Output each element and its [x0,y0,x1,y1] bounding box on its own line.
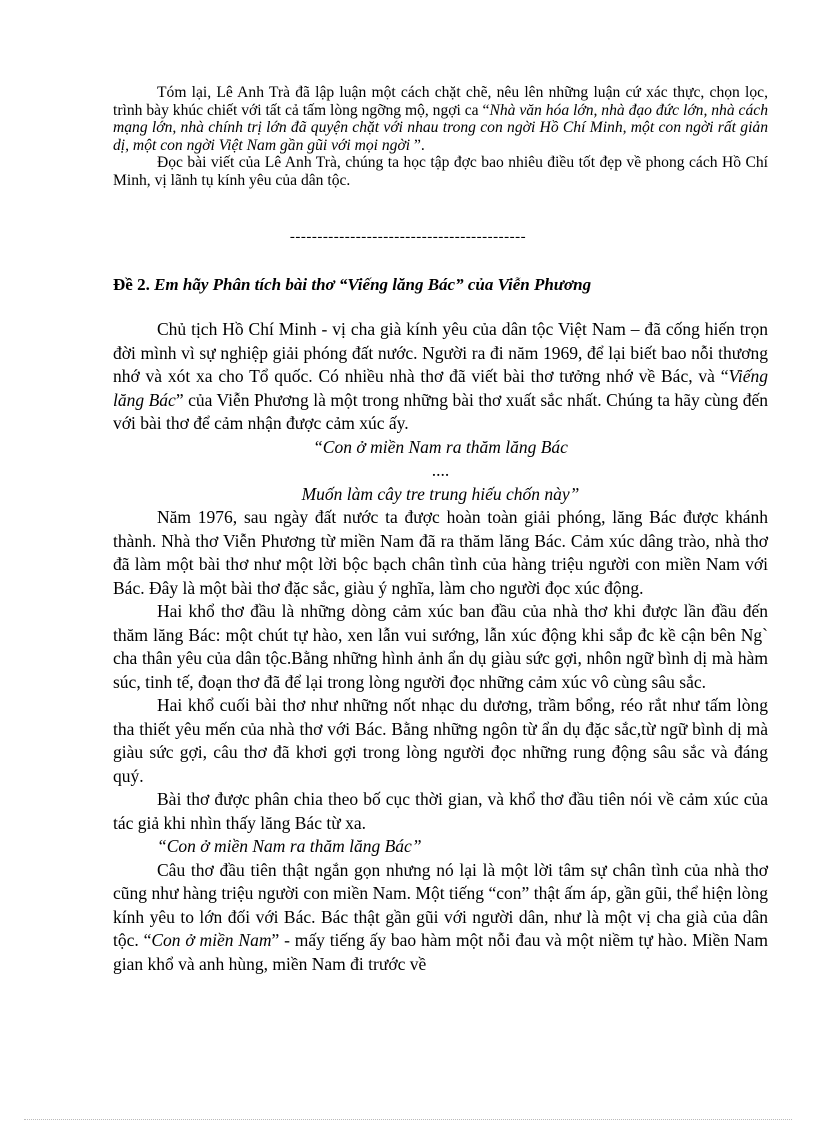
body-paragraph-3: Hai khổ thơ đầu là những dòng cảm xúc ban đầu của nhà thơ khi được lần đầu đến thăm lăng Bác: một chút tự hào, xen lẫn vui sướng, lẫn xúc động khi sắp đc kề cận bên Ng` cha thân yêu của dân tộc.Bằng những hình ảnh ẩn dụ giàu sức gợi, nhôn ngữ bình dị mà hàm súc, tinh tế, đoạn thơ đã để lại trong lòng người đọc những cảm xúc vô cùng sâu sắc. [113,601,768,692]
intro-paragraph-1: Tóm lại, Lê Anh Trà đã lập luận một cách chặt chẽ, nêu lên những luận cứ xác thực, chọn lọc, trình bày khúc chiết với tất cả tấm lòng ngỡng mộ, ngợi ca “Nhà văn hóa lớn, nhà đạo đức lớn, nhà cách mạng lớn, nhà chính trị lớn đã quyện chặt với nhau trong con ngời Hồ Chí Minh, một con ngời rất giản dị, một con ngời Việt Nam gần gũi với mọi ngời ”. [113,84,768,154]
heading-title: Em hãy Phân tích bài thơ “Viếng lăng Bác” của Viễn Phương [149,275,592,294]
section-heading [113,273,768,297]
body-paragraph-5: Bài thơ được phân chia theo bố cục thời gian, và khổ thơ đầu tiên nói về cảm xúc của tác giả khi nhìn thấy lăng Bác từ xa. [113,789,768,833]
essay-body [113,318,768,976]
page-bottom-border [24,1119,792,1120]
body-paragraph-6: Câu thơ đầu tiên thật ngắn gọn nhưng nó lại là một lời tâm sự chân tình của nhà thơ cũng như hàng triệu người con miền Nam. Một tiếng “con” thật ấm áp, gần gũi, thể hiện lòng kính yêu to lớn đối với Bác. Bác thật gần gũi với người dân, như là một vị cha già của dân tộc. “Con ở miền Nam” - mấy tiếng ấy bao hàm một nỗi đau và một niềm tự hào. Miền Nam gian khổ và anh hùng, miền Nam đi trước về [113,859,768,974]
poem-line-1: “Con ở miền Nam ra thăm lăng Bác [313,436,568,457]
body-paragraph-4: Hai khổ cuối bài thơ như những nốt nhạc du dương, trầm bổng, réo rắt như tấm lòng tha thiết yêu mến của nhà thơ với Bác. Bằng những ngôn từ ẩn dụ đặc sắc,từ ngữ bình dị mà giàu sức gợi, câu thơ đã khơi gợi trong lòng người đọc những rung động sâu sắc và đáng quý. [113,695,768,786]
poem-ellipsis: .... [431,460,450,480]
heading-number: Đề 2. [113,275,150,294]
section-separator: ------------------------------------------- [289,229,527,245]
intro-paragraph-2: Đọc bài viết của Lê Anh Trà, chúng ta học tập đợc bao nhiêu điều tốt đẹp về phong cách Hồ Chí Minh, vị lãnh tụ kính yêu của dân tộc. [113,154,768,189]
intro-section [113,84,768,190]
poem-line-2: Muốn làm cây tre trung hiếu chốn này” [301,483,580,504]
body-paragraph-2: Năm 1976, sau ngày đất nước ta được hoàn toàn giải phóng, lăng Bác được khánh thành. Nhà thơ Viễn Phương từ miền Nam đã ra thăm lăng Bác. Cảm xúc dâng trào, nhà thơ đã làm một bài thơ như một lời bộc bạch chân tình của hàng triệu người con miền Nam với Bác. Đây là một bài thơ đặc sắc, giàu ý nghĩa, làm cho người đọc xúc động. [113,507,768,598]
quote-line: “Con ở miền Nam ra thăm lăng Bác” [157,836,422,856]
body-paragraph-1: Chủ tịch Hồ Chí Minh - vị cha già kính yêu của dân tộc Việt Nam – đã cống hiến trọn đời mình vì sự nghiệp giải phóng đất nước. Người ra đi năm 1969, để lại biết bao nỗi thương nhớ và xót xa cho Tổ quốc. Có nhiều nhà thơ đã viết bài thơ tưởng nhớ về Bác, và “Viếng lăng Bác” của Viễn Phương là một trong những bài thơ xuất sắc nhất. Chúng ta hãy cùng đến với bài thơ để cảm nhận được cảm xúc ấy. [113,319,769,433]
